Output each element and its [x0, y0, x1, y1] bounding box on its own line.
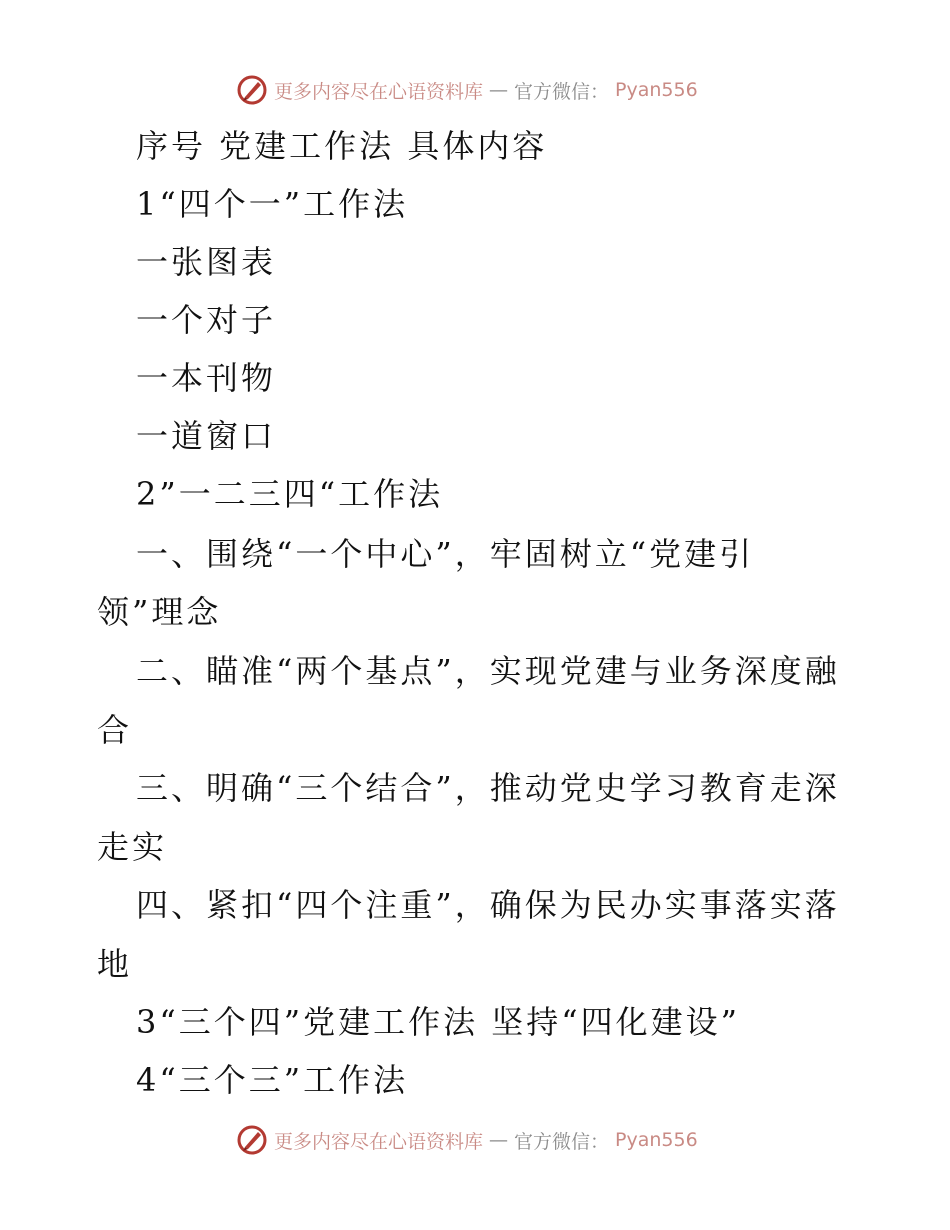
method-2-item-1-cont: 领”理念 [97, 593, 222, 631]
method-1-item-3: 一本刊物 [136, 359, 277, 397]
table-header-line: 序号 党建工作法 具体内容 [136, 127, 548, 165]
watermark-official-label: 官方微信： [514, 80, 610, 103]
watermark-text: 更多内容尽在心语资料库 [274, 1130, 484, 1153]
watermark-text: 更多内容尽在心语资料库 [274, 80, 484, 103]
method-2-title: 2”一二三四“工作法 [136, 475, 444, 513]
method-2-item-4-cont: 地 [97, 945, 133, 983]
method-2-item-2: 二、瞄准“两个基点”，实现党建与业务深度融 [136, 652, 840, 690]
method-1-item-4: 一道窗口 [136, 417, 277, 455]
method-2-item-1: 一、围绕“一个中心”，牢固树立“党建引 [136, 535, 755, 573]
method-2-item-3: 三、明确“三个结合”，推动党史学习教育走深 [136, 769, 840, 807]
method-1-item-2: 一个对子 [136, 301, 277, 339]
watermark-dash: — [489, 79, 509, 101]
watermark-header [236, 72, 698, 108]
method-2-item-3-cont: 走实 [97, 828, 168, 866]
method-2-item-4: 四、紧扣“四个注重”，确保为民办实事落实落 [136, 886, 840, 924]
watermark-footer [236, 1122, 698, 1158]
pen-logo-icon [236, 74, 268, 106]
method-2-item-2-cont: 合 [97, 711, 133, 749]
watermark-wechat-id: Pyan556 [615, 79, 698, 101]
watermark-dash: — [489, 1129, 509, 1151]
watermark-wechat-id: Pyan556 [615, 1129, 698, 1151]
watermark-official-label: 官方微信： [514, 1130, 610, 1153]
method-4-title: 4“三个三”工作法 [136, 1061, 409, 1099]
method-3-title: 3“三个四”党建工作法 坚持“四化建设” [136, 1003, 740, 1041]
pen-logo-icon [236, 1124, 268, 1156]
method-1-item-1: 一张图表 [136, 243, 277, 281]
method-1-title: 1“四个一”工作法 [136, 185, 409, 223]
